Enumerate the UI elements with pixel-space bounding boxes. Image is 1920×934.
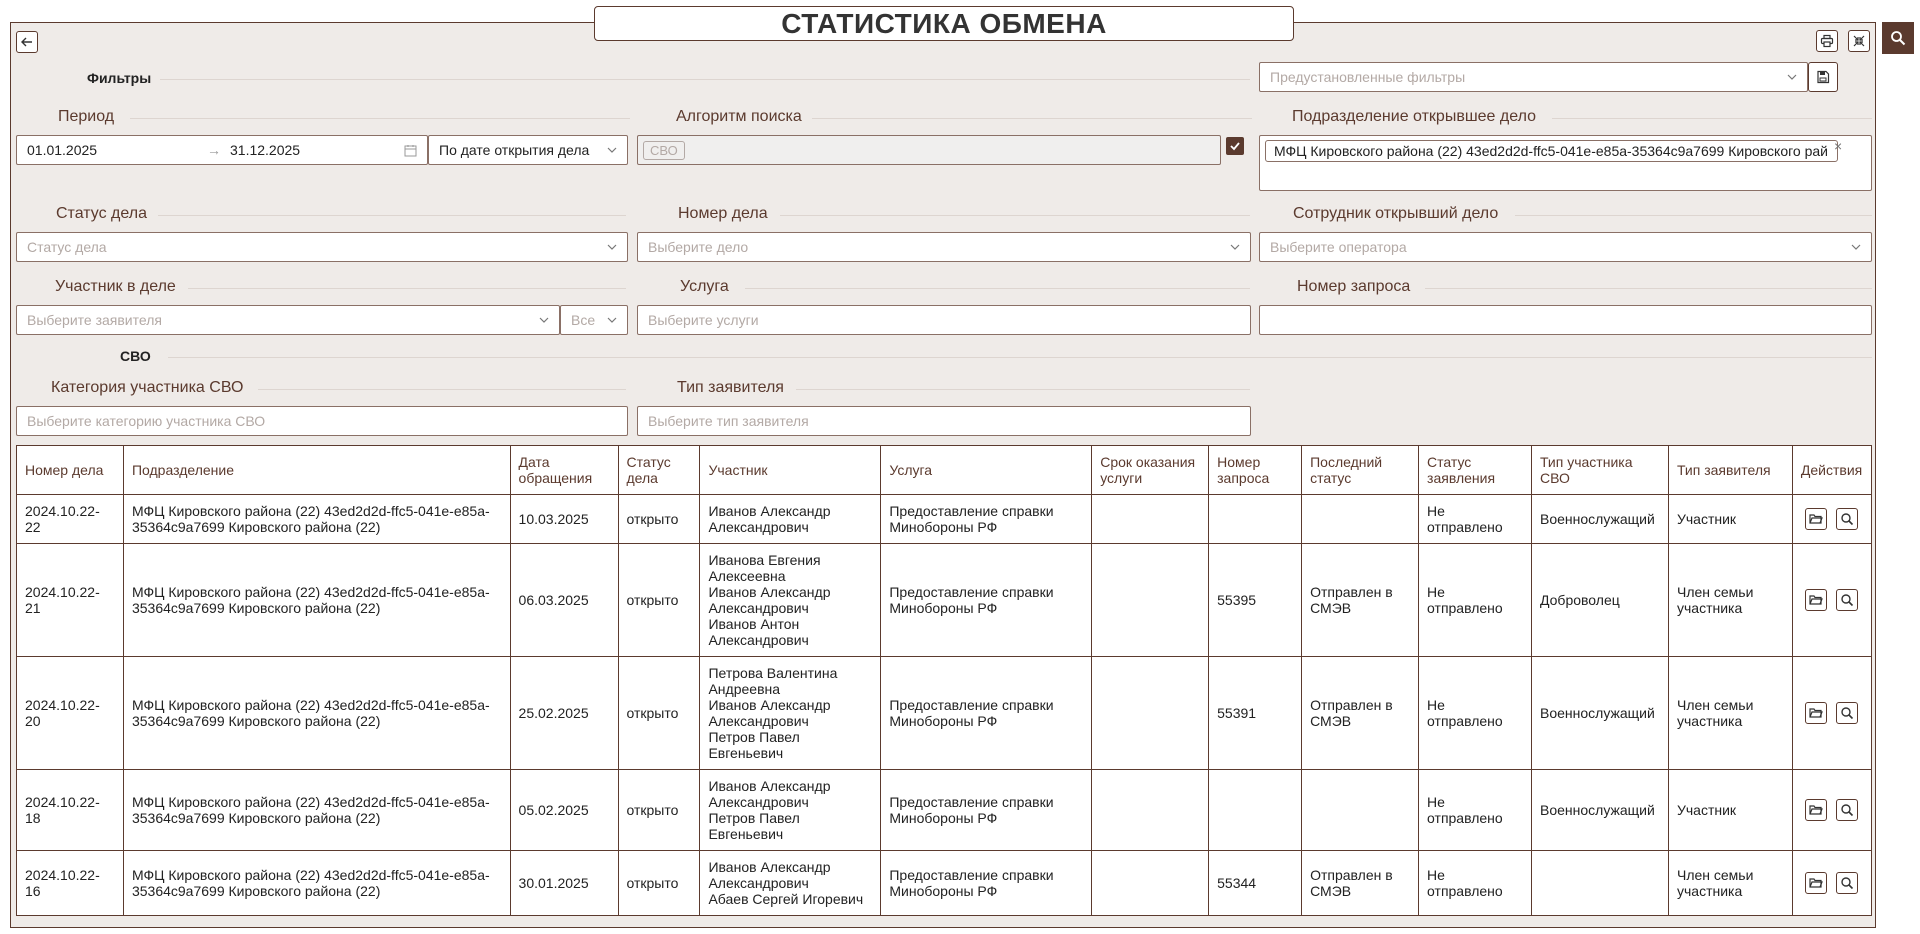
divider: [1552, 118, 1872, 119]
col-service[interactable]: Услуга: [881, 446, 1092, 495]
print-button[interactable]: [1816, 30, 1838, 52]
participant-cell: [700, 495, 881, 544]
table-row[interactable]: [17, 657, 1872, 770]
col-service-term[interactable]: Срок оказания услуги: [1092, 446, 1209, 495]
application-status-cell: Не отправлено: [1419, 770, 1532, 851]
view-case-button[interactable]: [1836, 872, 1858, 894]
application-status-cell: Не отправлено: [1419, 544, 1532, 657]
svo-type-cell: Военнослужащий: [1532, 657, 1669, 770]
participant-cell: [700, 851, 881, 916]
search-icon: [1840, 876, 1854, 890]
divider: [188, 288, 626, 289]
service-cell: Предоставление справки Минобороны РФ: [881, 657, 1092, 770]
status-select[interactable]: [16, 232, 628, 262]
case-number-cell[interactable]: 2024.10.22-16: [17, 851, 124, 916]
col-svo-type[interactable]: Тип участника СВО: [1532, 446, 1669, 495]
request-date-cell: 06.03.2025: [510, 544, 618, 657]
search-icon: [1890, 30, 1906, 46]
chevron-down-icon: [1230, 242, 1240, 252]
col-request-date[interactable]: Дата обращения: [510, 446, 618, 495]
algorithm-tag: СВО: [643, 141, 685, 160]
service-term-cell: [1092, 770, 1209, 851]
folder-open-icon: [1809, 593, 1823, 607]
case-number-cell[interactable]: 2024.10.22-22: [17, 495, 124, 544]
filters-heading: Фильтры: [87, 70, 152, 86]
employee-select[interactable]: [1259, 232, 1872, 262]
participant-name: Иванов Александр Александрович: [708, 697, 831, 729]
case-number-cell[interactable]: 2024.10.22-21: [17, 544, 124, 657]
employee-label: Сотрудник открывший дело: [1293, 205, 1499, 222]
actions-cell: [1792, 544, 1871, 657]
status-placeholder: Статус дела: [27, 239, 107, 255]
divider: [158, 215, 626, 216]
participant-name: Петрова Валентина Андреевна: [708, 665, 838, 697]
participant-name: Иванов Александр Александрович: [708, 859, 831, 891]
department-cell: МФЦ Кировского района (22) 43ed2d2d-ffc5-041e-e85a-35364c9a7699 Кировского района (22): [123, 770, 510, 851]
participant-name: Иванова Евгения Алексеевна: [708, 552, 821, 584]
service-term-cell: [1092, 495, 1209, 544]
actions-cell: [1792, 657, 1871, 770]
case-status-cell: открыто: [618, 495, 700, 544]
arrow-right-icon: →: [207, 142, 221, 158]
request-number-cell: 55391: [1209, 657, 1302, 770]
request-number-cell: [1209, 770, 1302, 851]
chevron-down-icon: [607, 315, 617, 325]
chevron-down-icon: [1787, 72, 1797, 82]
case-number-select[interactable]: [637, 232, 1251, 262]
search-icon: [1840, 803, 1854, 817]
participant-name: Иванов Александр Александрович: [708, 778, 831, 810]
participant-scope-value: Все: [571, 312, 596, 328]
service-input[interactable]: [637, 305, 1251, 335]
case-status-cell: открыто: [618, 770, 700, 851]
last-status-cell: Отправлен в СМЭВ: [1302, 657, 1419, 770]
open-case-button[interactable]: [1805, 872, 1827, 894]
chevron-down-icon: [607, 242, 617, 252]
participant-name: Иванов Александр Александрович: [708, 584, 831, 616]
service-label: Услуга: [680, 278, 729, 295]
back-button[interactable]: [16, 31, 38, 53]
department-tag: [1265, 140, 1838, 162]
last-status-cell: Отправлен в СМЭВ: [1302, 544, 1419, 657]
chevron-down-icon: [539, 315, 549, 325]
department-label: Подразделение открывшее дело: [1292, 108, 1537, 125]
application-status-cell: Не отправлено: [1419, 495, 1532, 544]
divider: [745, 288, 1250, 289]
open-case-button[interactable]: [1805, 702, 1827, 724]
svo-type-cell: Доброволец: [1532, 544, 1669, 657]
algorithm-label: Алгоритм поиска: [676, 108, 802, 125]
divider: [258, 389, 626, 390]
period-mode-value: По дате открытия дела: [439, 142, 590, 158]
request-number-cell: [1209, 495, 1302, 544]
view-case-button[interactable]: [1836, 702, 1858, 724]
participant-name: Петров Павел Евгеньевич: [708, 729, 800, 761]
case-number-cell[interactable]: 2024.10.22-20: [17, 657, 124, 770]
application-status-cell: Не отправлено: [1419, 851, 1532, 916]
case-status-cell: открыто: [618, 657, 700, 770]
divider: [160, 79, 1250, 80]
application-status-cell: Не отправлено: [1419, 657, 1532, 770]
request-date-cell: 30.01.2025: [510, 851, 618, 916]
col-application-status[interactable]: Статус заявления: [1419, 446, 1532, 495]
request-date-cell: 10.03.2025: [510, 495, 618, 544]
request-number-cell: 55395: [1209, 544, 1302, 657]
last-status-cell: Отправлен в СМЭВ: [1302, 851, 1419, 916]
period-label: Период: [58, 108, 115, 125]
participant-cell: [700, 657, 881, 770]
actions-cell: [1792, 851, 1871, 916]
case-number-label: Номер дела: [678, 205, 768, 222]
folder-open-icon: [1809, 876, 1823, 890]
fullscreen-exit-button[interactable]: [1848, 30, 1870, 52]
participant-label: Участник в деле: [55, 278, 176, 295]
request-date-cell: 05.02.2025: [510, 770, 618, 851]
col-last-status[interactable]: Последний статус: [1302, 446, 1419, 495]
service-term-cell: [1092, 544, 1209, 657]
case-number-cell[interactable]: 2024.10.22-18: [17, 770, 124, 851]
divider: [1425, 288, 1872, 289]
divider: [130, 118, 630, 119]
folder-open-icon: [1809, 803, 1823, 817]
search-icon: [1840, 593, 1854, 607]
calendar-icon: [404, 144, 417, 157]
case-status-cell: открыто: [618, 544, 700, 657]
svo-category-placeholder: Выберите категорию участника СВО: [27, 413, 266, 429]
page-title: СТАТИСТИКА ОБМЕНА: [594, 6, 1294, 41]
participant-name: Иванов Антон Александрович: [708, 616, 809, 648]
department-cell: МФЦ Кировского района (22) 43ed2d2d-ffc5-041e-e85a-35364c9a7699 Кировского района (22): [123, 657, 510, 770]
algorithm-select[interactable]: [637, 135, 1221, 165]
col-actions: Действия: [1792, 446, 1871, 495]
period-to: 31.12.2025: [230, 142, 301, 158]
table-row[interactable]: [17, 851, 1872, 916]
chevron-down-icon: [607, 145, 617, 155]
service-term-cell: [1092, 657, 1209, 770]
divider: [168, 357, 1872, 358]
view-case-button[interactable]: [1836, 799, 1858, 821]
results-table: [16, 445, 1872, 916]
open-case-button[interactable]: [1805, 589, 1827, 611]
participant-name: Иванов Александр Александрович: [708, 503, 831, 535]
applicant-type-cell: Участник: [1668, 495, 1792, 544]
col-case-number[interactable]: Номер дела: [17, 446, 124, 495]
actions-cell: [1792, 770, 1871, 851]
save-icon: [1816, 70, 1830, 84]
participant-cell: [700, 770, 881, 851]
svo-type-cell: Военнослужащий: [1532, 770, 1669, 851]
department-cell: МФЦ Кировского района (22) 43ed2d2d-ffc5-041e-e85a-35364c9a7699 Кировского района (22): [123, 544, 510, 657]
participant-scope-select[interactable]: [560, 305, 628, 335]
side-search-button[interactable]: [1882, 22, 1914, 54]
open-case-button[interactable]: [1805, 799, 1827, 821]
applicant-type-cell: Член семьи участника: [1668, 544, 1792, 657]
applicant-type-label: Тип заявителя: [677, 379, 784, 396]
applicant-type-cell: Член семьи участника: [1668, 851, 1792, 916]
table-row[interactable]: [17, 770, 1872, 851]
request-number-input[interactable]: [1259, 305, 1872, 335]
applicant-type-placeholder: Выберите тип заявителя: [648, 413, 809, 429]
participant-cell: [700, 544, 881, 657]
preset-filters-placeholder: Предустановленные фильтры: [1270, 69, 1466, 85]
actions-cell: [1792, 495, 1871, 544]
col-applicant-type[interactable]: Тип заявителя: [1668, 446, 1792, 495]
algorithm-checkbox[interactable]: [1226, 137, 1244, 155]
applicant-type-cell: Член семьи участника: [1668, 657, 1792, 770]
table-header-row: [17, 446, 1872, 495]
checkmark-icon: [1229, 140, 1241, 152]
view-case-button[interactable]: [1836, 508, 1858, 530]
request-number-cell: 55344: [1209, 851, 1302, 916]
last-status-cell: [1302, 770, 1419, 851]
col-participant[interactable]: Участник: [700, 446, 881, 495]
department-select[interactable]: [1259, 135, 1872, 191]
divider: [812, 118, 1252, 119]
service-cell: Предоставление справки Минобороны РФ: [881, 851, 1092, 916]
svo-category-select[interactable]: [16, 406, 628, 436]
table-row[interactable]: [17, 495, 1872, 544]
open-case-button[interactable]: [1805, 508, 1827, 530]
applicant-type-cell: Участник: [1668, 770, 1792, 851]
department-cell: МФЦ Кировского района (22) 43ed2d2d-ffc5-041e-e85a-35364c9a7699 Кировского района (22): [123, 851, 510, 916]
period-range-input[interactable]: [16, 135, 428, 165]
case-number-placeholder: Выберите дело: [648, 239, 749, 255]
service-cell: Предоставление справки Минобороны РФ: [881, 770, 1092, 851]
svo-heading: СВО: [120, 348, 151, 364]
service-placeholder: Выберите услуги: [648, 312, 759, 328]
last-status-cell: [1302, 495, 1419, 544]
service-cell: Предоставление справки Минобороны РФ: [881, 544, 1092, 657]
participant-placeholder: Выберите заявителя: [27, 312, 162, 328]
participant-name: Петров Павел Евгеньевич: [708, 810, 800, 842]
period-from: 01.01.2025: [27, 142, 98, 158]
service-term-cell: [1092, 851, 1209, 916]
col-request-number[interactable]: Номер запроса: [1209, 446, 1302, 495]
department-value: МФЦ Кировского района (22) 43ed2d2d-ffc5-041e-e85a-35364c9a7699 Кировского рай: [1274, 143, 1828, 159]
participant-name: Абаев Сергей Игоревич: [708, 891, 864, 907]
folder-open-icon: [1809, 706, 1823, 720]
search-icon: [1840, 706, 1854, 720]
search-icon: [1840, 512, 1854, 526]
view-case-button[interactable]: [1836, 589, 1858, 611]
arrow-left-icon: [20, 35, 34, 49]
svo-category-label: Категория участника СВО: [51, 379, 244, 396]
department-cell: МФЦ Кировского района (22) 43ed2d2d-ffc5-041e-e85a-35364c9a7699 Кировского района (22): [123, 495, 510, 544]
svo-type-cell: [1532, 851, 1669, 916]
chevron-down-icon: [1851, 242, 1861, 252]
col-case-status[interactable]: Статус дела: [618, 446, 700, 495]
employee-placeholder: Выберите оператора: [1270, 239, 1407, 255]
participant-select[interactable]: [16, 305, 560, 335]
preset-filters-select[interactable]: [1259, 62, 1808, 92]
request-number-label: Номер запроса: [1297, 278, 1411, 295]
folder-open-icon: [1809, 512, 1823, 526]
remove-tag-icon[interactable]: ×: [1834, 138, 1843, 154]
case-status-cell: открыто: [618, 851, 700, 916]
col-department[interactable]: Подразделение: [123, 446, 510, 495]
svo-type-cell: Военнослужащий: [1532, 495, 1669, 544]
applicant-type-select[interactable]: [637, 406, 1251, 436]
divider: [780, 215, 1250, 216]
collapse-icon: [1852, 34, 1866, 48]
table-row[interactable]: [17, 544, 1872, 657]
print-icon: [1820, 34, 1834, 48]
divider: [1515, 215, 1872, 216]
request-date-cell: 25.02.2025: [510, 657, 618, 770]
service-cell: Предоставление справки Минобороны РФ: [881, 495, 1092, 544]
save-preset-button[interactable]: [1808, 62, 1838, 92]
period-mode-select[interactable]: [428, 135, 628, 165]
divider: [796, 389, 1250, 390]
status-label: Статус дела: [56, 205, 147, 222]
